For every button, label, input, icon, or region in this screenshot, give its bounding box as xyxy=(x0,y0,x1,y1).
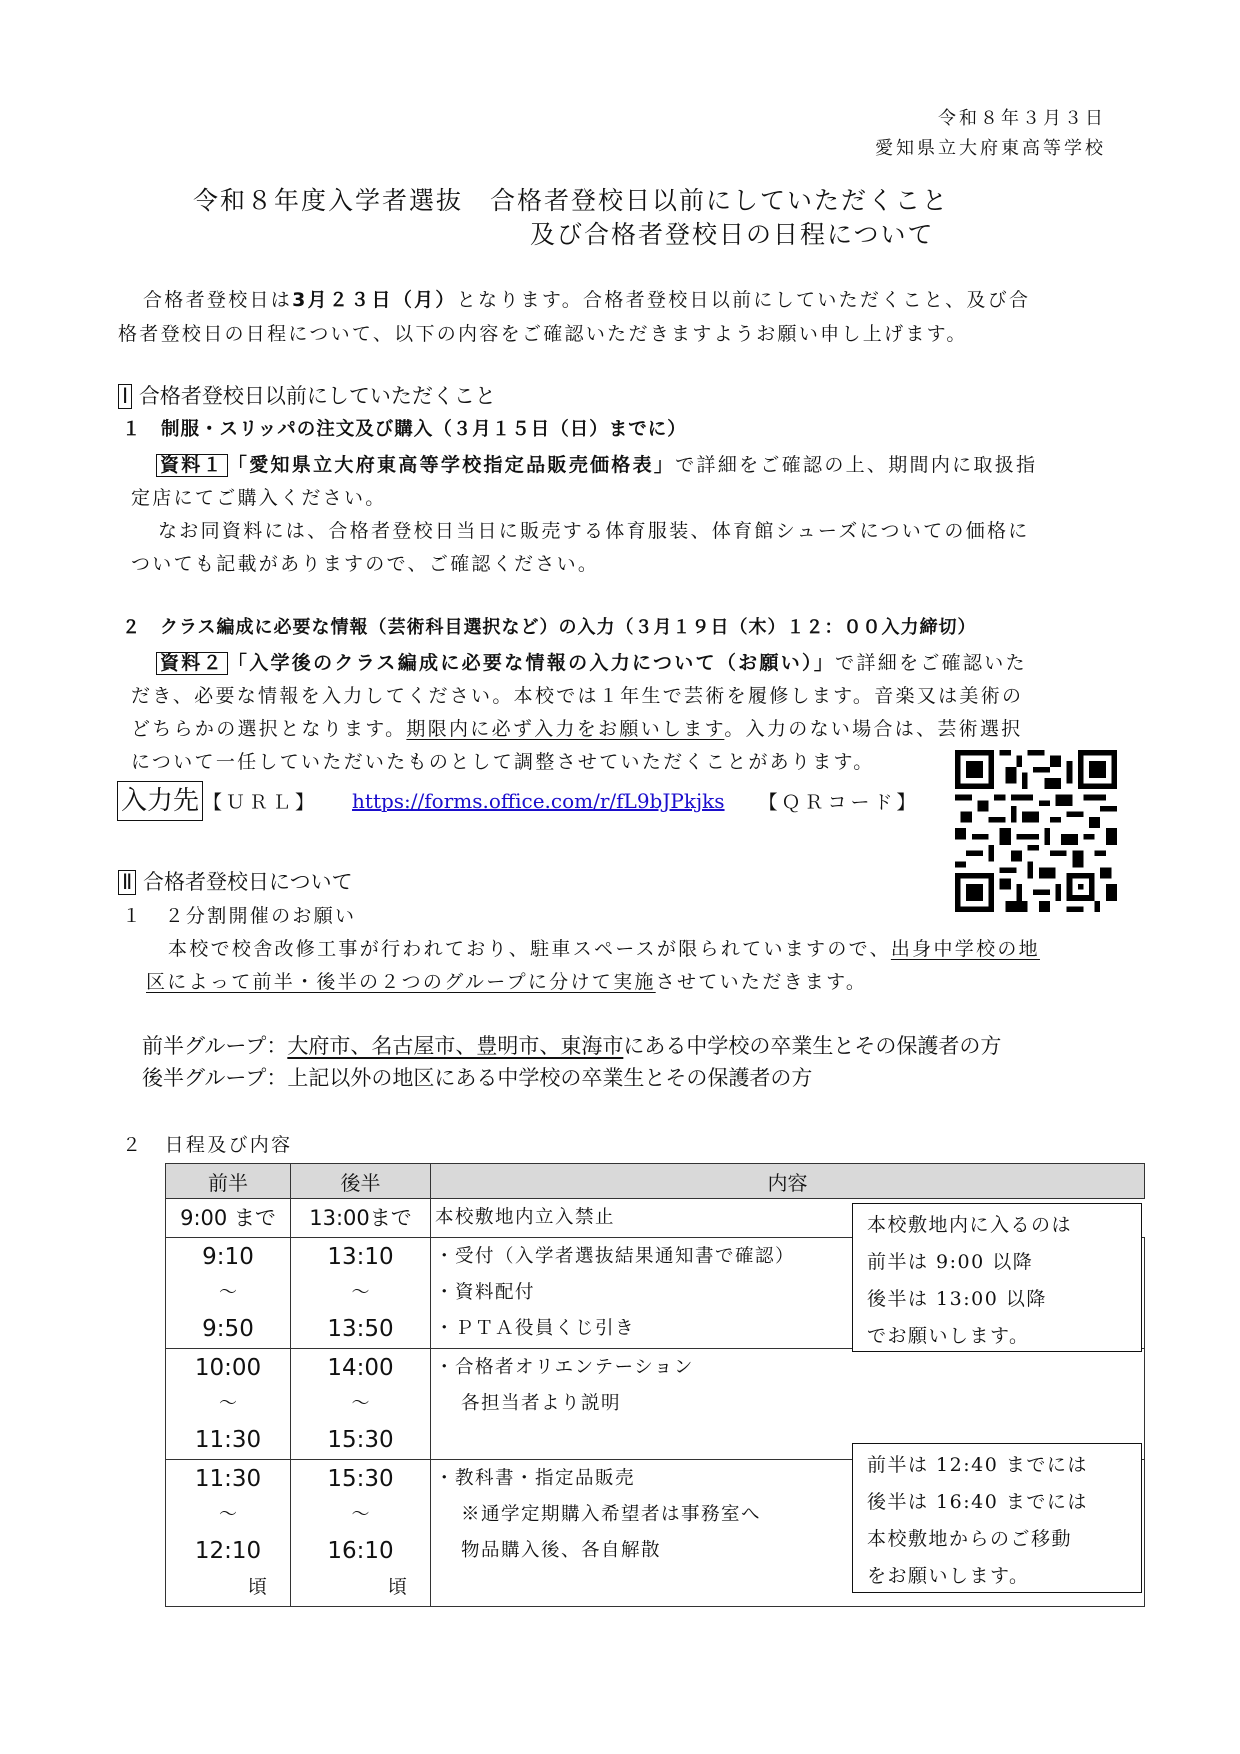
section-2-item-1-heading: １ ２分割開催のお願い xyxy=(122,905,357,927)
section-2-item-1-line-2: 区によって前半・後半の２つのグループに分けて実施させていただきます。 xyxy=(146,971,868,993)
section-1-heading: Ⅰ 合格者登校日以前にしていただくこと xyxy=(118,380,496,410)
item-1-ref-line: 資料１ 「愛知県立大府東高等学校指定品販売価格表」で詳細をご確認の上、期間内に取扱指 xyxy=(156,448,1037,482)
table-row: 11:30 ～ 12:10 頃 15:30 ～ 16:10 頃 ・教科書・指定品販売 ※通学定期購入希望者は事務室へ 物品購入後、各自解散 xyxy=(166,1460,1145,1607)
first-group: 前半グループ：大府市、名古屋市、豊明市、東海市にある中学校の卒業生とその保護者の方 xyxy=(142,1034,1002,1058)
header-content: 内容 xyxy=(431,1164,1145,1199)
section-1-numeral: Ⅰ xyxy=(118,384,132,409)
school-name: 愛知県立大府東高等学校 xyxy=(875,138,1106,159)
header-first-half: 前半 xyxy=(166,1164,291,1199)
qr-label: 【ＱＲコード】 xyxy=(758,791,920,814)
header-second-half: 後半 xyxy=(291,1164,431,1199)
title-line-1: 令和８年度入学者選抜 合格者登校日以前にしていただくこと xyxy=(193,186,950,215)
item-2-line-4: について一任していただいたものとして調整させていただくことがあります。 xyxy=(131,751,875,773)
url-label: 【ＵＲＬ】 xyxy=(203,791,319,814)
form-url-link[interactable]: https://forms.office.com/r/fL9bJPkjks xyxy=(352,789,725,813)
entry-label: 入力先 xyxy=(117,781,203,821)
table-row: 9:10 ～ 9:50 13:10 ～ 13:50 ・受付（入学者選抜結果通知書で確認） ・資料配付 ・ＰＴＡ役員くじ引き xyxy=(166,1238,1145,1349)
intro-date: 3月２３日（月） xyxy=(292,289,457,311)
section-2-numeral: Ⅱ xyxy=(118,870,136,895)
qr-code-icon xyxy=(953,750,1119,912)
second-group: 後半グループ：上記以外の地区にある中学校の卒業生とその保護者の方 xyxy=(142,1066,813,1090)
intro-line-2: 格者登校日の日程について、以下の内容をご確認いただきますようお願い申し上げます。 xyxy=(118,323,968,345)
entry-row xyxy=(117,781,920,821)
item-2-ref-line: 資料２ 「入学後のクラス編成に必要な情報の入力について（お願い）」で詳細をご確認いた xyxy=(156,646,1027,680)
item-1-line-3: なお同資料には、合格者登校日当日に販売する体育服装、体育館シューズについての価格に xyxy=(158,520,1030,542)
item-2-line-2: だき、必要な情報を入力してください。本校では１年生で芸術を履修します。音楽又は美術の xyxy=(131,685,1024,707)
document-title xyxy=(193,184,949,252)
ref-1-title: 「愛知県立大府東高等学校指定品販売価格表」 xyxy=(227,454,676,476)
table-row: 10:00 ～ 11:30 14:00 ～ 15:30 ・合格者オリエンテーション 各担当者より説明 xyxy=(166,1349,1145,1460)
document-date: 令和８年３月３日 xyxy=(938,108,1106,129)
item-1-line-2: 定店にてご購入ください。 xyxy=(131,487,387,509)
first-group-cities: 大府市、名古屋市、豊明市、東海市 xyxy=(287,1034,624,1058)
table-header-row xyxy=(166,1164,1145,1199)
section-2-item-2-heading: ２ 日程及び内容 xyxy=(122,1134,293,1156)
entry-time-note: 本校敷地内に入るのは 前半は 9:00 以降 後半は 13:00 以降 でお願いします。 xyxy=(852,1203,1142,1352)
section-2-item-1-line-1: 本校で校舎改修工事が行われており、駐車スペースが限られていますので、出身中学校の地 xyxy=(168,938,1040,960)
ref-2-label: 資料２ xyxy=(156,652,228,675)
ref-2-title: 「入学後のクラス編成に必要な情報の入力について（お願い）」 xyxy=(227,652,836,674)
exit-time-note: 前半は 12:40 までには 後半は 16:40 までには 本校敷地からのご移動 をお願いします。 xyxy=(852,1443,1142,1593)
deadline-notice: 期限内に必ず入力をお願いします xyxy=(406,718,725,740)
header-block xyxy=(875,104,1106,164)
intro-line-1: 合格者登校日は3月２３日（月）となります。合格者登校日以前にしていただくこと、及び合 xyxy=(143,289,1031,311)
group-list xyxy=(142,1030,1001,1094)
section-1-item-2-heading: ２ クラス編成に必要な情報（芸術科目選択など）の入力（３月１９日（木）１２：００入力締切） xyxy=(122,617,977,638)
section-2-heading: Ⅱ 合格者登校日について xyxy=(118,866,353,896)
section-1-item-1-heading: １ 制服・スリッパの注文及び購入（３月１５日（日）までに） xyxy=(122,419,687,440)
table-row: 9:00 まで 13:00まで 本校敷地内立入禁止 xyxy=(166,1199,1145,1238)
title-line-2: 及び合格者登校日の日程について xyxy=(530,220,935,249)
ref-1-label: 資料１ xyxy=(156,454,228,477)
item-1-line-4: ついても記載がありますので、ご確認ください。 xyxy=(131,553,600,575)
item-2-line-3: どちらかの選択となります。期限内に必ず入力をお願いします。入力のない場合は、芸術選択 xyxy=(131,718,1023,740)
